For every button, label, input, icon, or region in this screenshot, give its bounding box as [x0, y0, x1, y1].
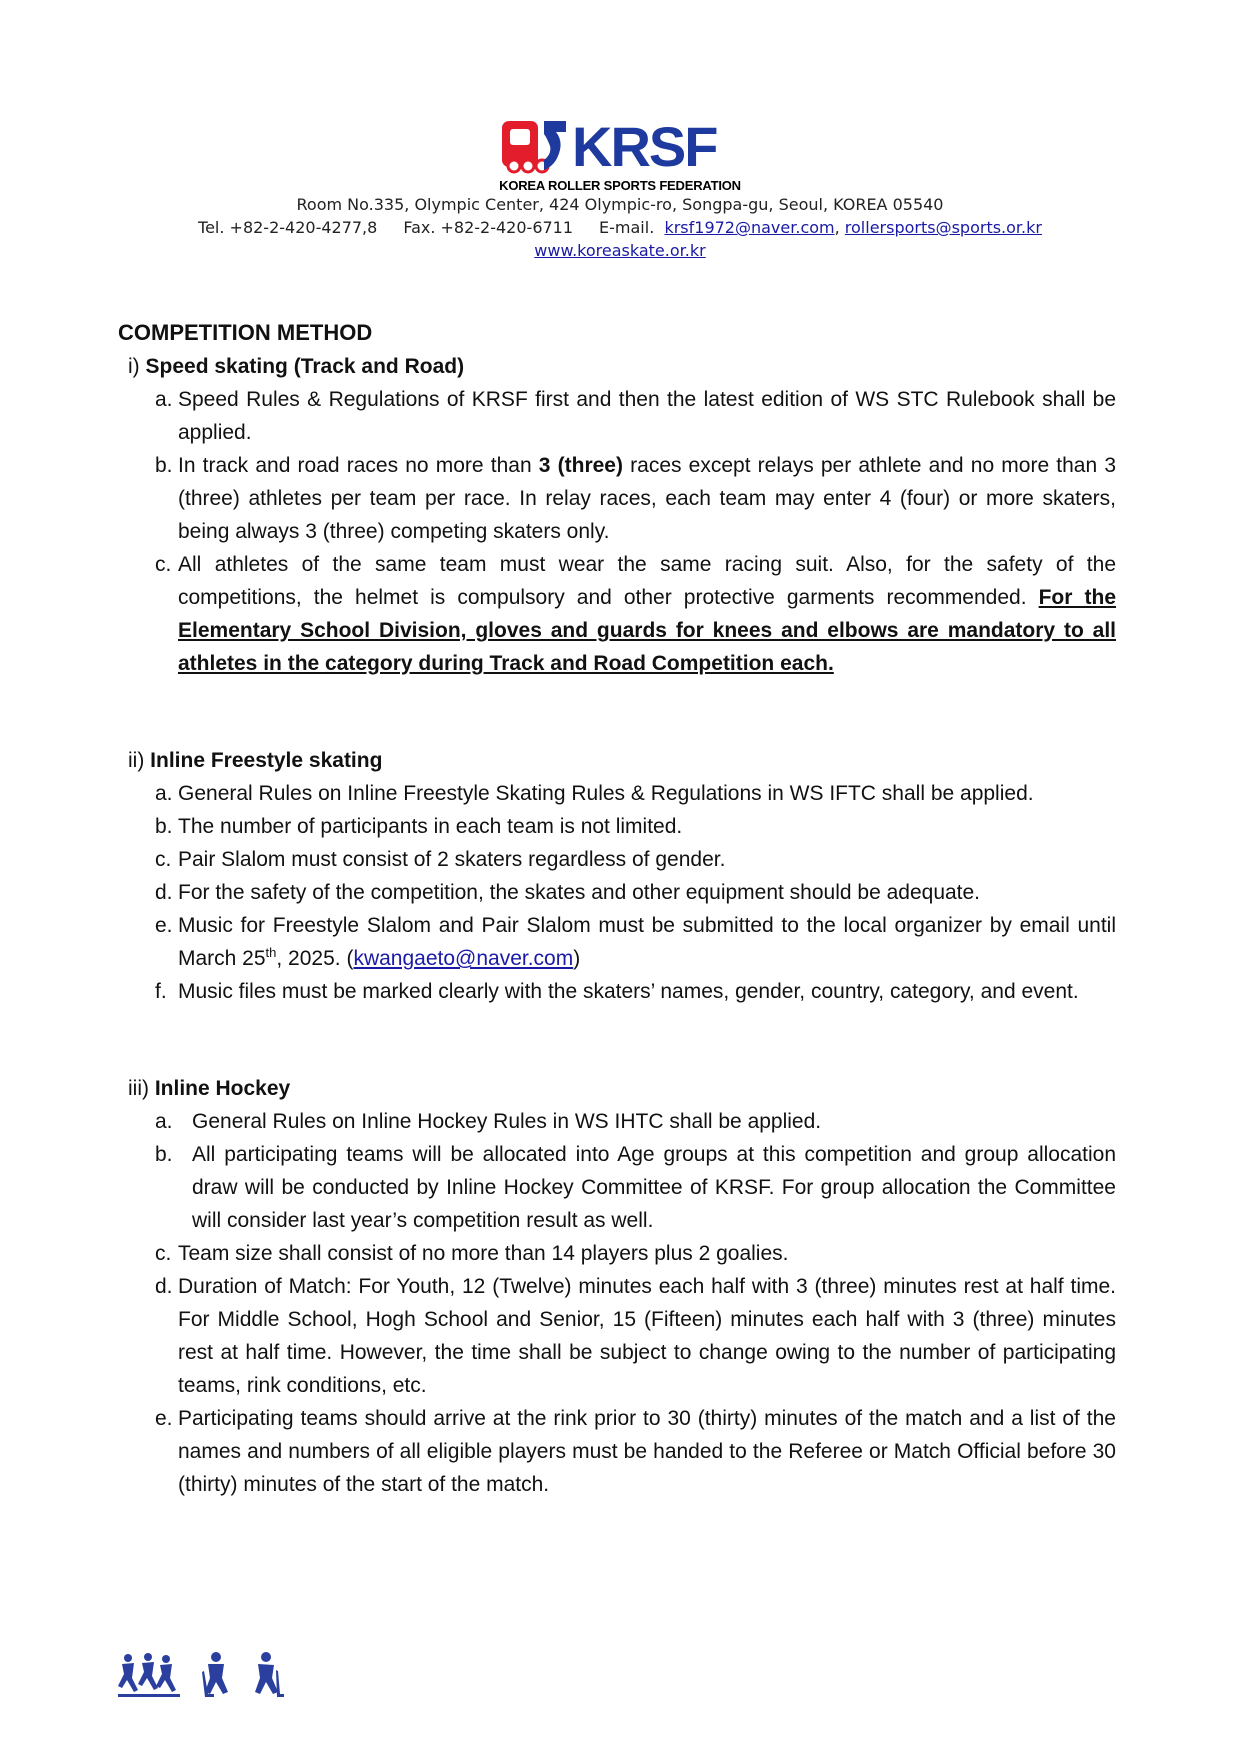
section-title-text: Inline Hockey: [154, 1077, 291, 1100]
item-text: Speed Rules & Regulations of KRSF first and then the latest edition of WS STC Rulebook shall be applied.: [178, 388, 1116, 444]
item-marker: c.: [155, 553, 172, 576]
contact-line: [0, 216, 1240, 239]
item-text: Music files must be marked clearly with the skaters’ names, gender, country, category, and event.: [178, 980, 1079, 1003]
item-marker: a.: [155, 1110, 173, 1133]
page-heading: COMPETITION METHOD: [118, 320, 373, 345]
item-text: General Rules on Inline Hockey Rules in WS IHTC shall be applied.: [192, 1110, 822, 1133]
list-item: [118, 1138, 1116, 1237]
list-item: [118, 449, 1116, 548]
item-marker: d.: [155, 881, 173, 904]
item-marker: c.: [155, 1242, 172, 1265]
item-text: Duration of Match: For Youth, 12 (Twelve) minutes each half with 3 (three) minutes rest at half time. For Middle School, Hogh School and Senior, 15 (Fifteen) minutes each half with 3 (three) minutes rest at half time. However, the time shall be subject to change owing to the number of participating teams, rink conditions, etc.: [178, 1275, 1116, 1397]
item-marker: b.: [155, 815, 173, 838]
item-text: General Rules on Inline Freestyle Skating Rules & Regulations in WS IFTC shall be applied.: [178, 782, 1034, 805]
list-item: [118, 975, 1116, 1008]
list-item: [118, 548, 1116, 680]
email-separator: ,: [834, 218, 845, 237]
section-title-text: Inline Freestyle skating: [150, 749, 383, 772]
item-marker: a.: [155, 388, 173, 411]
item-marker: a.: [155, 782, 173, 805]
item-marker: c.: [155, 848, 172, 871]
item-marker: e.: [155, 1407, 173, 1430]
email-link-1[interactable]: krsf1972@naver.com: [664, 218, 835, 237]
item-text: ): [573, 947, 581, 970]
hockey-player-icon: [198, 1652, 232, 1698]
item-text: Team size shall consist of no more than 14 players plus 2 goalies.: [178, 1242, 789, 1265]
fax: Fax. +82-2-420-6711: [403, 218, 574, 237]
section-speed-title: [118, 350, 1116, 383]
federation-name: KOREA ROLLER SPORTS FEDERATION: [499, 178, 741, 193]
ordinal-suffix: th: [265, 945, 277, 960]
item-bold-text: 3 (three): [538, 454, 623, 477]
website-line: [0, 239, 1240, 262]
hockey-player-2-icon: [250, 1652, 284, 1698]
address-line: Room No.335, Olympic Center, 424 Olympic-ro, Songpa-gu, Seoul, KOREA 05540: [296, 195, 944, 214]
section-num: i): [128, 355, 146, 378]
list-item: [118, 777, 1116, 810]
item-text: The number of participants in each team is not limited.: [178, 815, 683, 838]
krsf-logo: [0, 118, 1240, 180]
email-link-2[interactable]: rollersports@sports.or.kr: [844, 218, 1042, 237]
item-text: Pair Slalom must consist of 2 skaters regardless of gender.: [178, 848, 726, 871]
email-link[interactable]: kwangaeto@naver.com: [353, 947, 574, 970]
item-text: , 2025. (: [276, 947, 354, 970]
item-marker: b.: [155, 454, 173, 477]
section-num: ii): [128, 749, 151, 772]
email-label: E-mail.: [599, 218, 655, 237]
item-text: Participating teams should arrive at the rink prior to 30 (thirty) minutes of the match and a list of the names and numbers of all eligible players must be handed to the Referee or Match Official before 30 (thirty) minutes of the start of the match.: [178, 1407, 1116, 1496]
list-item: [118, 1237, 1116, 1270]
list-item: [118, 1105, 1116, 1138]
list-item: [118, 909, 1116, 975]
tel: Tel. +82-2-420-4277,8: [198, 218, 378, 237]
item-marker: d.: [155, 1275, 173, 1298]
item-text: All participating teams will be allocated into Age groups at this competition and group allocation draw will be conducted by Inline Hockey Committee of KRSF. For group allocation the Committee will consider last year’s competition result as well.: [192, 1143, 1116, 1232]
section-title-text: Speed skating (Track and Road): [145, 355, 465, 378]
list-item: [118, 843, 1116, 876]
letterhead: [0, 118, 1240, 262]
section-hockey-title: [118, 1072, 1116, 1105]
item-text: All athletes of the same team must wear the same racing suit. Also, for the safety of the competitions, the helmet is compulsory and other protective garments recommended.: [178, 553, 1116, 609]
item-text: Music for Freestyle Slalom and Pair Slalom must be submitted to the local organizer by email until March 25: [178, 914, 1116, 970]
website-link[interactable]: www.koreaskate.or.kr: [534, 241, 706, 260]
list-item: [118, 1270, 1116, 1402]
item-marker: e.: [155, 914, 173, 937]
section-freestyle-title: [118, 744, 1116, 777]
krsf-logo-icon: [500, 118, 740, 180]
logo-text: KRSF: [572, 118, 717, 178]
item-emphasis-text: For the Elementary School Division, gloves and guards for knees and elbows are mandatory to all athletes in the category during Track and Road Competition each.: [178, 586, 1116, 675]
section-num: iii): [128, 1077, 155, 1100]
item-marker: f.: [155, 980, 167, 1003]
list-item: [118, 383, 1116, 449]
skaters-group-icon: [118, 1652, 180, 1698]
list-item: [118, 1402, 1116, 1501]
document-body: [118, 316, 1116, 1501]
list-item: [118, 810, 1116, 843]
list-item: [118, 876, 1116, 909]
item-marker: b.: [155, 1143, 173, 1166]
footer-icons: [118, 1652, 284, 1698]
item-text: races except relays per athlete and no more than 3 (three) athletes per team per race. In relay races, each team may enter 4 (four) or more skaters, being always 3 (three) competing skaters only.: [178, 454, 1117, 543]
item-text: For the safety of the competition, the skates and other equipment should be adequate.: [178, 881, 981, 904]
item-text: In track and road races no more than: [178, 454, 539, 477]
